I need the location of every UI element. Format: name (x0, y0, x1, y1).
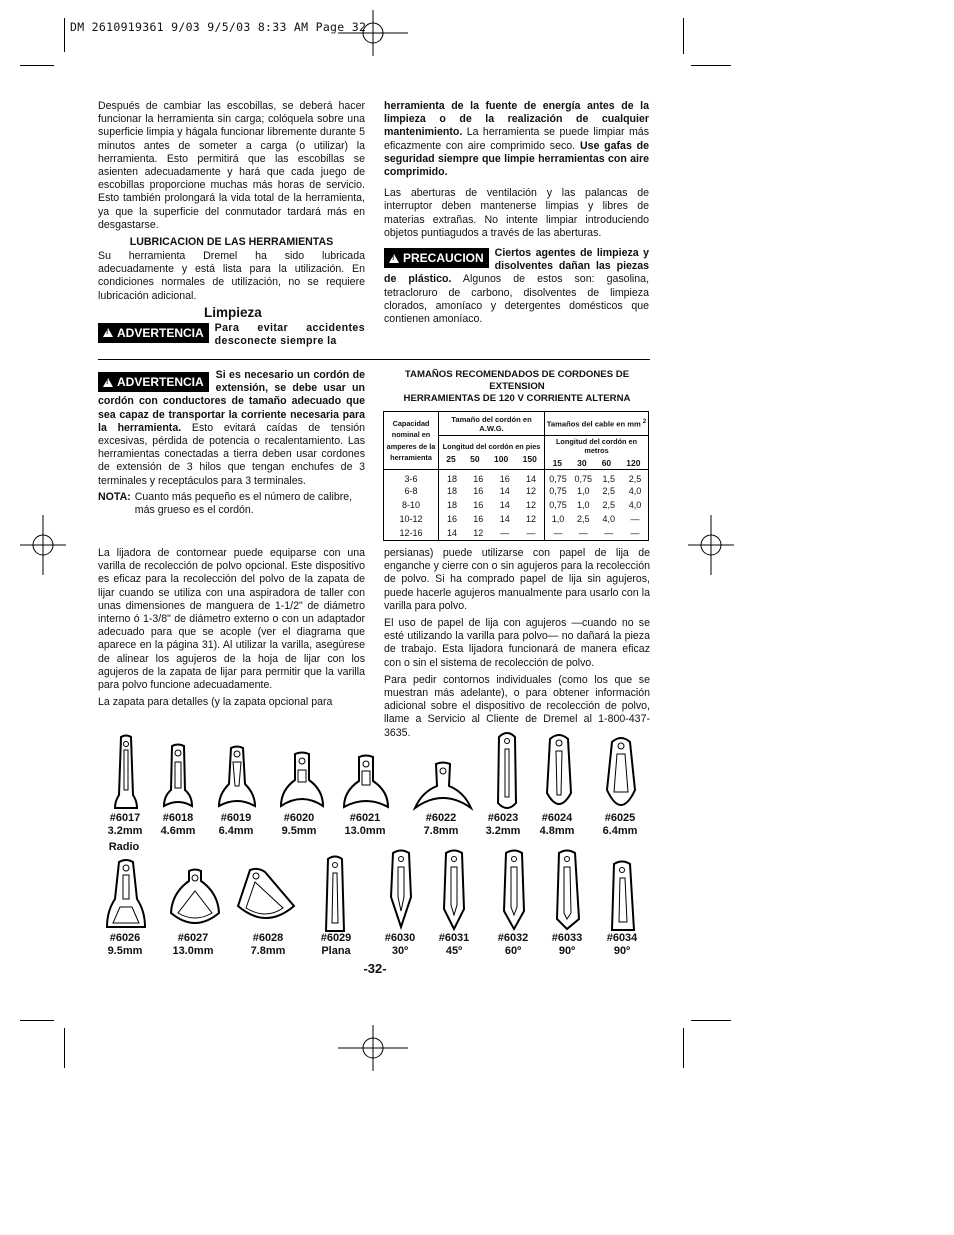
contour-code: #6026 (109, 932, 141, 944)
contour-size: 9.5mm (107, 944, 143, 957)
caution-bold-text: Ciertos agentes de limpieza y disolventes dañan las piezas de plástico. (384, 247, 649, 286)
contour-code: #6024 (541, 812, 573, 824)
contour-label (213, 812, 259, 837)
contour-code: #6032 (497, 932, 529, 944)
extension-bold-text: Si es necesario un cordón de extensión, se debe usar un cordón con conductores de tamaño adecuado que sea capaz de transportar la corriente necesaria para la herramienta. (98, 369, 365, 434)
warning-block (98, 322, 365, 348)
contour-size: 6.4mm (602, 824, 638, 837)
awg-header: Tamaño del cordón en A.W.G. (439, 412, 545, 436)
awg-cell: 16 (473, 474, 484, 484)
dust-paragraph: La lijadora de contornear puede equiparse con una varilla de recolección de polvo opcional. Este dispositivo es eficaz para la recolección del polvo de la zapata de lijar cuando se utiliza con una aspiradora de taller con unas dimensiones de manguera de 1-1/2" de diámetro interno ó 1-3/8" de diámetro externo o con un adaptador adecuado para que se acople (ver el diagrama que aparece en la página 31). Al utilizar la varilla, asegúrese de alinear los agujeros de la hoja de lijar con los agujeros de la zapata de lijar para permitir que la varilla para polvo funcione adecuadamente. (98, 547, 365, 692)
mm-cell: 2,5 (628, 474, 642, 484)
meters-header: Longitud del cordón en metros (555, 437, 638, 455)
mm-cell: — (630, 514, 640, 524)
contour-size: 13.0mm (172, 944, 214, 957)
contour-label (490, 932, 536, 957)
contour-label (431, 932, 477, 957)
contour-label (544, 932, 590, 957)
concave-base-icon (163, 744, 193, 813)
contour-code: #6020 (283, 812, 315, 824)
mm-cell: — (604, 527, 614, 538)
contour-label (276, 812, 322, 837)
registration-mark (338, 10, 408, 56)
contour-size: 13.0mm (344, 824, 386, 837)
radius-label: Radio (108, 841, 140, 853)
flared-radius-icon (280, 752, 324, 813)
contour-label (155, 812, 201, 837)
contour-size: Plana (321, 944, 351, 957)
right-column-top (384, 100, 649, 326)
mm-cell: — (578, 527, 588, 538)
mm-cell: 1,0 (577, 500, 590, 510)
crop-mark (691, 1020, 731, 1021)
meters-header-cell (545, 436, 649, 470)
mm-header-text: Tamaños del cable en mm (546, 419, 641, 429)
contour-size: 7.8mm (250, 944, 286, 957)
table-title (383, 369, 651, 405)
awg-cell: 18 (447, 500, 458, 510)
mm-cell: 1,0 (551, 514, 565, 524)
awg-cell: 12 (518, 498, 545, 512)
warning-icon (389, 254, 399, 263)
mm-cell: — (630, 527, 640, 538)
crop-mark (64, 18, 65, 52)
amp-cell: 12-16 (384, 526, 439, 540)
mm-cell: 4,0 (628, 486, 642, 496)
meters-values (545, 458, 648, 468)
extension-warning (98, 369, 365, 517)
large-radius-icon (343, 755, 389, 814)
contour-label (166, 932, 220, 957)
contour-code: #6028 (252, 932, 284, 944)
meters-value: 30 (577, 458, 587, 468)
cleaning-plain-text: La herramienta se puede limpiar más eficazmente con aire comprimido seco. (384, 126, 649, 152)
angle-30-icon (389, 849, 413, 934)
left-column-top (98, 100, 365, 348)
contour-size: 4.6mm (160, 824, 196, 837)
goggles-text: Use gafas de seguridad siempre que limpie herramientas con aire comprimido. (384, 139, 650, 179)
left-column-bottom (98, 547, 365, 709)
mm-cell: 2,5 (602, 500, 615, 510)
awg-cell: 18 (447, 486, 458, 496)
mm-cell: 0,75 (574, 474, 593, 484)
crop-mark (683, 18, 684, 54)
contour-code: #6029 (320, 932, 352, 944)
contour-code: #6019 (220, 812, 252, 824)
contour-code: #6031 (438, 932, 470, 944)
awg-cell: 14 (499, 500, 510, 510)
caution-block (384, 247, 649, 326)
angle-90-icon (555, 849, 581, 936)
awg-cell: 16 (447, 514, 458, 524)
contour-label (597, 812, 643, 837)
awg-cell: 18 (447, 474, 458, 484)
registration-mark (338, 1025, 408, 1071)
contour-size: 3.2mm (107, 824, 143, 837)
contour-size: 9.5mm (281, 824, 317, 837)
crop-mark (20, 65, 54, 66)
angle-90b-icon (610, 860, 636, 937)
caution-label: PRECAUCION (403, 251, 484, 266)
round-tip-icon (544, 733, 574, 814)
cleaning-heading: Limpieza (204, 304, 262, 320)
contour-label (245, 932, 291, 957)
detail-pad-paragraph: La zapata para detalles (y la zapata opcional para (98, 696, 333, 709)
crop-mark (683, 1028, 684, 1068)
brush-paragraph: Después de cambiar las escobillas, se deberá hacer funcionar la herramienta sin carga; colóquela sobre una superficie limpia y hágala funcionar libremente durante 5 minutos antes de someter a carga (o utilizar) la herramienta. Esto permitirá que las escobillas se asienten adecuadamente y hará que cada juego de escobillas proporcione muchas más horas de servicio. Esto también prolongará la vida total de la herramienta, ya que la superficie del conmutador tardará más en desgastarse. (98, 100, 365, 231)
awg-cell: 16 (473, 514, 484, 524)
mm-cell: 2,5 (602, 486, 615, 496)
fan-icon (170, 869, 220, 934)
warning-badge (98, 323, 209, 343)
contour-label (340, 812, 390, 837)
contour-code: #6030 (384, 932, 416, 944)
mm-header (545, 412, 649, 436)
awg-cell: 12 (518, 512, 545, 526)
cleaning-bold-text: herramienta de la fuente de energía antes de la limpieza o de la realización de cualquier mantenimiento. (384, 100, 649, 139)
table-row (384, 498, 649, 512)
contour-code: #6021 (349, 812, 381, 824)
right-column-bottom (384, 547, 650, 740)
extension-plain-text: Esto evitará caídas de tensión excesivas, pérdida de potencia o recalentamiento. Las herramientas conectadas a tierra deben usar cordones de extensión de 3 hilos que tengan enchufes de 3 terminales y receptáculos para 3 terminales. (98, 421, 365, 487)
section-divider (98, 359, 650, 360)
mm-header-sup: 2 (642, 418, 647, 425)
cleaning-paragraph (384, 100, 649, 179)
contour-size: 30º (391, 944, 409, 957)
contour-label (377, 932, 423, 957)
contour-size: 60º (504, 944, 522, 957)
warning-label: ADVERTENCIA (117, 325, 204, 340)
crop-mark (691, 65, 731, 66)
mm-cell: 4,0 (628, 500, 642, 510)
lubrication-heading: LUBRICACION DE LAS HERRAMIENTAS (129, 236, 334, 249)
angle-60-icon (502, 849, 526, 936)
contour-code: #6025 (604, 812, 636, 824)
warning-text: Para evitar accidentes desconecte siempre la (214, 321, 365, 348)
table-title-line1: TAMAÑOS RECOMENDADOS DE CORDONES DE EXTENSION (404, 369, 630, 392)
feet-values (439, 454, 544, 464)
amp-cell: 8-10 (384, 498, 439, 512)
rounded-blade-icon (496, 731, 518, 816)
contour-label (534, 812, 580, 837)
angle-45-icon (442, 849, 466, 936)
awg-cell: — (500, 527, 510, 538)
registration-mark (20, 515, 66, 575)
contour-size: 90º (613, 944, 631, 957)
contour-size: 45º (445, 944, 463, 957)
contour-code: #6022 (425, 812, 457, 824)
contour-code: #6018 (162, 812, 194, 824)
crop-mark (64, 1028, 65, 1068)
contour-label (103, 812, 147, 837)
crop-mark (20, 1020, 54, 1021)
awg-cell: 16 (473, 500, 484, 510)
arched-radius-icon (414, 762, 472, 815)
warning-icon (103, 328, 113, 337)
table-row (384, 484, 649, 498)
blinds-paragraph: persianas) puede utilizarse con papel de lija de enganche y cierre con o sin agujeros para la recolección de polvo. Si ha comprado papel de lija sin agujeros, puede hacerle agujeros manualmente para usarlo con la varilla para polvo. (384, 547, 650, 612)
awg-cell: 12 (518, 484, 545, 498)
table-row (384, 512, 649, 526)
registration-mark (688, 515, 734, 575)
mm-cell: 1,5 (602, 474, 615, 484)
contour-code: #6027 (177, 932, 209, 944)
cord-table-body (384, 470, 649, 541)
contour-size: 4.8mm (539, 824, 575, 837)
contour-label (480, 812, 526, 837)
mm-cell: 1,0 (577, 486, 590, 496)
awg-cell: 14 (499, 514, 510, 524)
print-slug: DM 2610919361 9/03 9/5/03 8:33 AM Page 32 (70, 20, 367, 34)
awg-cell: 16 (473, 486, 484, 496)
mm-cell: 2,5 (577, 514, 590, 524)
order-paragraph: Para pedir contornos individuales (como los que se muestran más adelante), o para obtener información adicional sobre el dispositivo de recolección de polvo, llame a Servicio al Cliente de Dremel al 1-800-437-3635. (384, 673, 650, 739)
awg-cell: — (518, 526, 545, 540)
page-number: -32- (363, 961, 387, 976)
feet-header-cell (439, 436, 545, 470)
contour-code: #6034 (606, 932, 638, 944)
awg-cell: 14 (447, 527, 458, 538)
convex-triangle-icon (106, 859, 146, 934)
mm-cell: — (553, 527, 563, 538)
table-row (384, 470, 649, 485)
openings-paragraph: Las aberturas de ventilación y las palancas de interruptor deben mantenerse limpias y libres de materias extrañas. No intente limpiar introduciendo objetos puntiagudos a través de las aberturas. (384, 187, 649, 239)
awg-cell: 12 (473, 527, 484, 538)
awg-cell: 14 (499, 486, 510, 496)
note-text: Cuanto más pequeño es el número de calibre, más grueso es el cordón. (134, 490, 353, 517)
mm-cell: 0,75 (549, 486, 567, 496)
amp-cell: 10-12 (384, 512, 439, 526)
note-label: NOTA: (98, 490, 131, 503)
awg-cell: 16 (499, 474, 510, 484)
contour-label (599, 932, 645, 957)
mm-cell: 0,75 (549, 474, 567, 484)
round-bulb-icon (604, 736, 638, 815)
holes-paragraph: El uso de papel de lija con agujeros —cuando no se esté utilizando la varilla para polvo— no dañará la pieza de trabajo. Esta lijadora funcionará de manera eficaz con o sin el sistema de recolección de polvo. (384, 617, 650, 669)
feet-value: 50 (470, 453, 480, 464)
contour-size: 3.2mm (485, 824, 521, 837)
contour-label (313, 932, 359, 957)
narrow-ridge-icon (113, 735, 139, 815)
contour-size: 6.4mm (218, 824, 254, 837)
contour-label (102, 932, 148, 957)
note-block (98, 491, 365, 517)
table-title-line2: HERRAMIENTAS DE 120 V CORRIENTE ALTERNA (403, 393, 631, 404)
feet-header: Longitud del cordón en pies (442, 441, 541, 451)
wide-fan-icon (236, 868, 296, 931)
table-row (384, 526, 649, 540)
caution-badge (384, 248, 489, 268)
feet-value: 100 (494, 453, 509, 464)
warning-icon (103, 378, 113, 387)
caution-plain-text: Algunos de estos son: gasolina, tetracloruro de carbono, disolventes de limpieza clorados, amoníaco y detergentes domésticos que contienen amoníaco. (384, 273, 650, 326)
amp-cell: 6-8 (384, 484, 439, 498)
cord-table-section (383, 369, 651, 541)
warning-badge (98, 372, 209, 392)
awg-cell: 14 (518, 470, 545, 485)
meters-value: 15 (552, 458, 563, 468)
meters-value: 120 (626, 458, 641, 468)
mm-cell: 0,75 (549, 500, 567, 510)
contour-label (418, 812, 464, 837)
feet-value: 150 (522, 453, 537, 464)
contour-size: 7.8mm (423, 824, 459, 837)
flat-icon (324, 855, 346, 938)
mm-cell: 4,0 (602, 514, 615, 524)
feet-value: 25 (446, 453, 456, 464)
cord-table (383, 411, 649, 541)
capacity-header: Capacidad nominal en amperes de la herramienta (384, 412, 439, 470)
contour-size: 90º (558, 944, 576, 957)
amp-cell: 3-6 (384, 470, 439, 485)
contour-code: #6017 (109, 812, 141, 824)
contour-code: #6023 (487, 812, 519, 824)
meters-value: 60 (601, 458, 612, 468)
warning-label: ADVERTENCIA (117, 375, 204, 389)
wide-concave-icon (218, 746, 256, 813)
lubrication-paragraph: Su herramienta Dremel ha sido lubricada adecuadamente y está lista para la utilización. En condiciones normales de utilización, no se requiere lubricación adicional. (98, 250, 365, 302)
contour-code: #6033 (551, 932, 583, 944)
